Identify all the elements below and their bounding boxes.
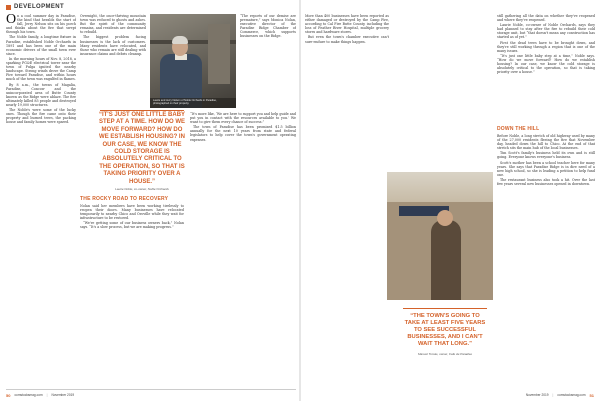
- body-paragraph: still gathering all the data on whether they've reopened and where they've reopened.: [497, 14, 595, 23]
- body-paragraph: First the dead trees have to be brought down, and they're still working through a region that is one of the many issues.: [497, 40, 595, 53]
- section-header: [6, 4, 64, 10]
- body-paragraph: Before Noble, a long stretch of old highway used by many of the 27,000 residents fleeing the fire that November day, headed down the hill to Chico. At the end of that stretch sits the main hub of the local businesses.: [497, 134, 595, 151]
- body-paragraph: The town of Paradise has been promised $1.5 billion annually for the next 10 years from state and federal legislators to help cover the town's government operating expenses.: [190, 125, 296, 142]
- right-column-3: [497, 134, 595, 386]
- body-paragraph: In the morning hours of Nov. 8, 2018, a sparking PG&E electrical tower near the town of Pulga ignited the nearby landscape. Strong winds drove the Camp Fire toward Paradise, and within hours much of the town was engulfed in flames.: [6, 56, 76, 82]
- left-column-5: [190, 112, 296, 386]
- lead-paragraph: On a cool summer day in Paradise, the kind that heralds the start of fall, Jerry Nelson sits on his porch and thinks about the fire that swept through his town.: [6, 14, 76, 35]
- pullquote: “IT'S JUST ONE LITTLE BABY STEP AT A TIME. HOW DO WE MOVE FORWARD? HOW DO WE ESTABLISH HOUSING? IN OUR CASE, WE KNOW THE COLD STORAGE IS ABSOLUTELY CRITICAL TO THE OPERATION, SO THAT IS TAKING PRIORITY OVER A HOUSE.”: [98, 112, 186, 185]
- footer-right: November 2019 | comstocksmag.com 51: [525, 392, 594, 398]
- page-number: 51: [589, 392, 594, 398]
- body-paragraph: “It's just one little baby step at a time,” Noble says. “How do we move forward? How do we establish housing? In our case, we know the cold storage is absolutely critical to the operation, so that is taking priority over a house.”: [497, 53, 595, 75]
- magazine-url[interactable]: comstocksmag.com: [557, 393, 586, 397]
- left-page: [0, 0, 299, 401]
- subhead-down-the-hill: DOWN THE HILL: [497, 126, 540, 132]
- body-paragraph: More than 400 businesses have been reported as either damaged or destroyed by the Camp Fire, according to Cal Fire Butte County, including the loss of Feather River Hospital, multiple grocery stores and hardware stores.: [305, 14, 389, 35]
- body-paragraph: The restaurant business also took a hit. Over the last few years several new businesses opened in downtown.: [497, 177, 595, 187]
- pullquote-rule-top: [403, 308, 487, 309]
- body-paragraph: “We're getting some of our business owners back,” Nolan says. “It's a slow process, but we are making progress.”: [80, 221, 184, 230]
- dropcap: O: [6, 14, 17, 27]
- left-column-4: [240, 14, 296, 108]
- left-column-3: [80, 204, 184, 386]
- left-column-1: [6, 14, 76, 386]
- magazine-url[interactable]: comstocksmag.com: [14, 393, 43, 397]
- left-column-2: [80, 14, 146, 108]
- portrait-photo: [150, 14, 236, 108]
- pullquote-attribution: Laurie Noble, co-owner, Noble Orchards: [115, 187, 169, 191]
- body-paragraph: The Noble's were some of the lucky ones. Though the fire came onto their property and burned trees, the packing house and family homes were spared.: [6, 108, 76, 125]
- body-paragraph: The Noble family, a longtime fixture in Paradise, established Noble Orchards in 1891 and has been one of the main economic drivers of the small town ever since.: [6, 35, 76, 56]
- right-column-1: [305, 14, 389, 386]
- issue-date: November 2019: [51, 393, 75, 397]
- body-paragraph: Overnight, the once-thriving mountain town was reduced to ghosts and ashes. But the spirit of the community remains, and residents are determined to rebuild.: [80, 14, 146, 35]
- photo-caption: Laurie and Jerry Nelson of Noble Orchards in Paradise, photographed on their property.: [153, 99, 217, 105]
- page-number: 50: [6, 392, 11, 398]
- body-paragraph: Laurie Noble, co-owner of Noble Orchards, says they had planned to stay after the fire to rebuild their cold storage unit, but “that doesn't mean any construction has started as of yet.”: [497, 23, 595, 40]
- right-page: [301, 0, 600, 401]
- pullquote-attribution: Manuel Tomás, owner, Cafe de Paradise: [417, 352, 473, 356]
- body-paragraph: “The reports of our demise are premature,” says Monica Nolan, executive director of the Paradise Ridge Chamber of Commerce, which supports businesses on the Ridge.: [240, 14, 296, 39]
- body-paragraph: By 8 a.m., the towns of Magalia, Paradise, Concow and the unincorporated area of Butte County known as the Ridge were ablaze. The fire ultimately killed 85 people and destroyed nearly 19,000 structures.: [6, 82, 76, 107]
- section-label: DEVELOPMENT: [14, 4, 65, 10]
- body-paragraph: “It's more like, ‘We are here to support you and help guide and put you in contact with the resources available to you.’ We want to give them every chance of success.”: [190, 112, 296, 125]
- section-marker-icon: [6, 5, 11, 10]
- body-paragraph: The biggest problem facing businesses is the lack of customers. Many residents have relocated, and those who remain are still dealing with insurance claims and debris cleanup.: [80, 35, 146, 56]
- footer-rule-left: [6, 389, 296, 390]
- issue-date: November 2019: [525, 393, 549, 397]
- business-owner-photo: [387, 172, 493, 300]
- body-paragraph: Nolan said her members have been working tirelessly to reopen their doors. Many businesses have relocated temporarily to nearby Chico and Oroville while they wait for infrastructure to be restored.: [80, 204, 184, 221]
- pullquote-rule-top: [100, 110, 184, 111]
- right-column-2: [497, 14, 595, 122]
- body-paragraph: But even the town's chamber executive can't sure-endure to make things happen.: [305, 35, 389, 44]
- footer-left: 50 comstocksmag.com | November 2019: [6, 392, 75, 398]
- body-paragraph: Tim Scott's family's business held its own and is still going. Everyone knows everyone's business.: [497, 151, 595, 160]
- body-paragraph: Scott's mother has been a school teacher here for many years. She says that Paradise Ridge is in dire need of a new high school, so she is leading a petition to help fund one.: [497, 160, 595, 177]
- pullquote: “THE TOWN'S GOING TO TAKE AT LEAST FIVE YEARS TO SEE SUCCESSFUL BUSINESSES, AND I CAN'T WAIT THAT LONG.”: [404, 313, 486, 347]
- subhead-recovery: THE ROCKY ROAD TO RECOVERY: [80, 196, 169, 202]
